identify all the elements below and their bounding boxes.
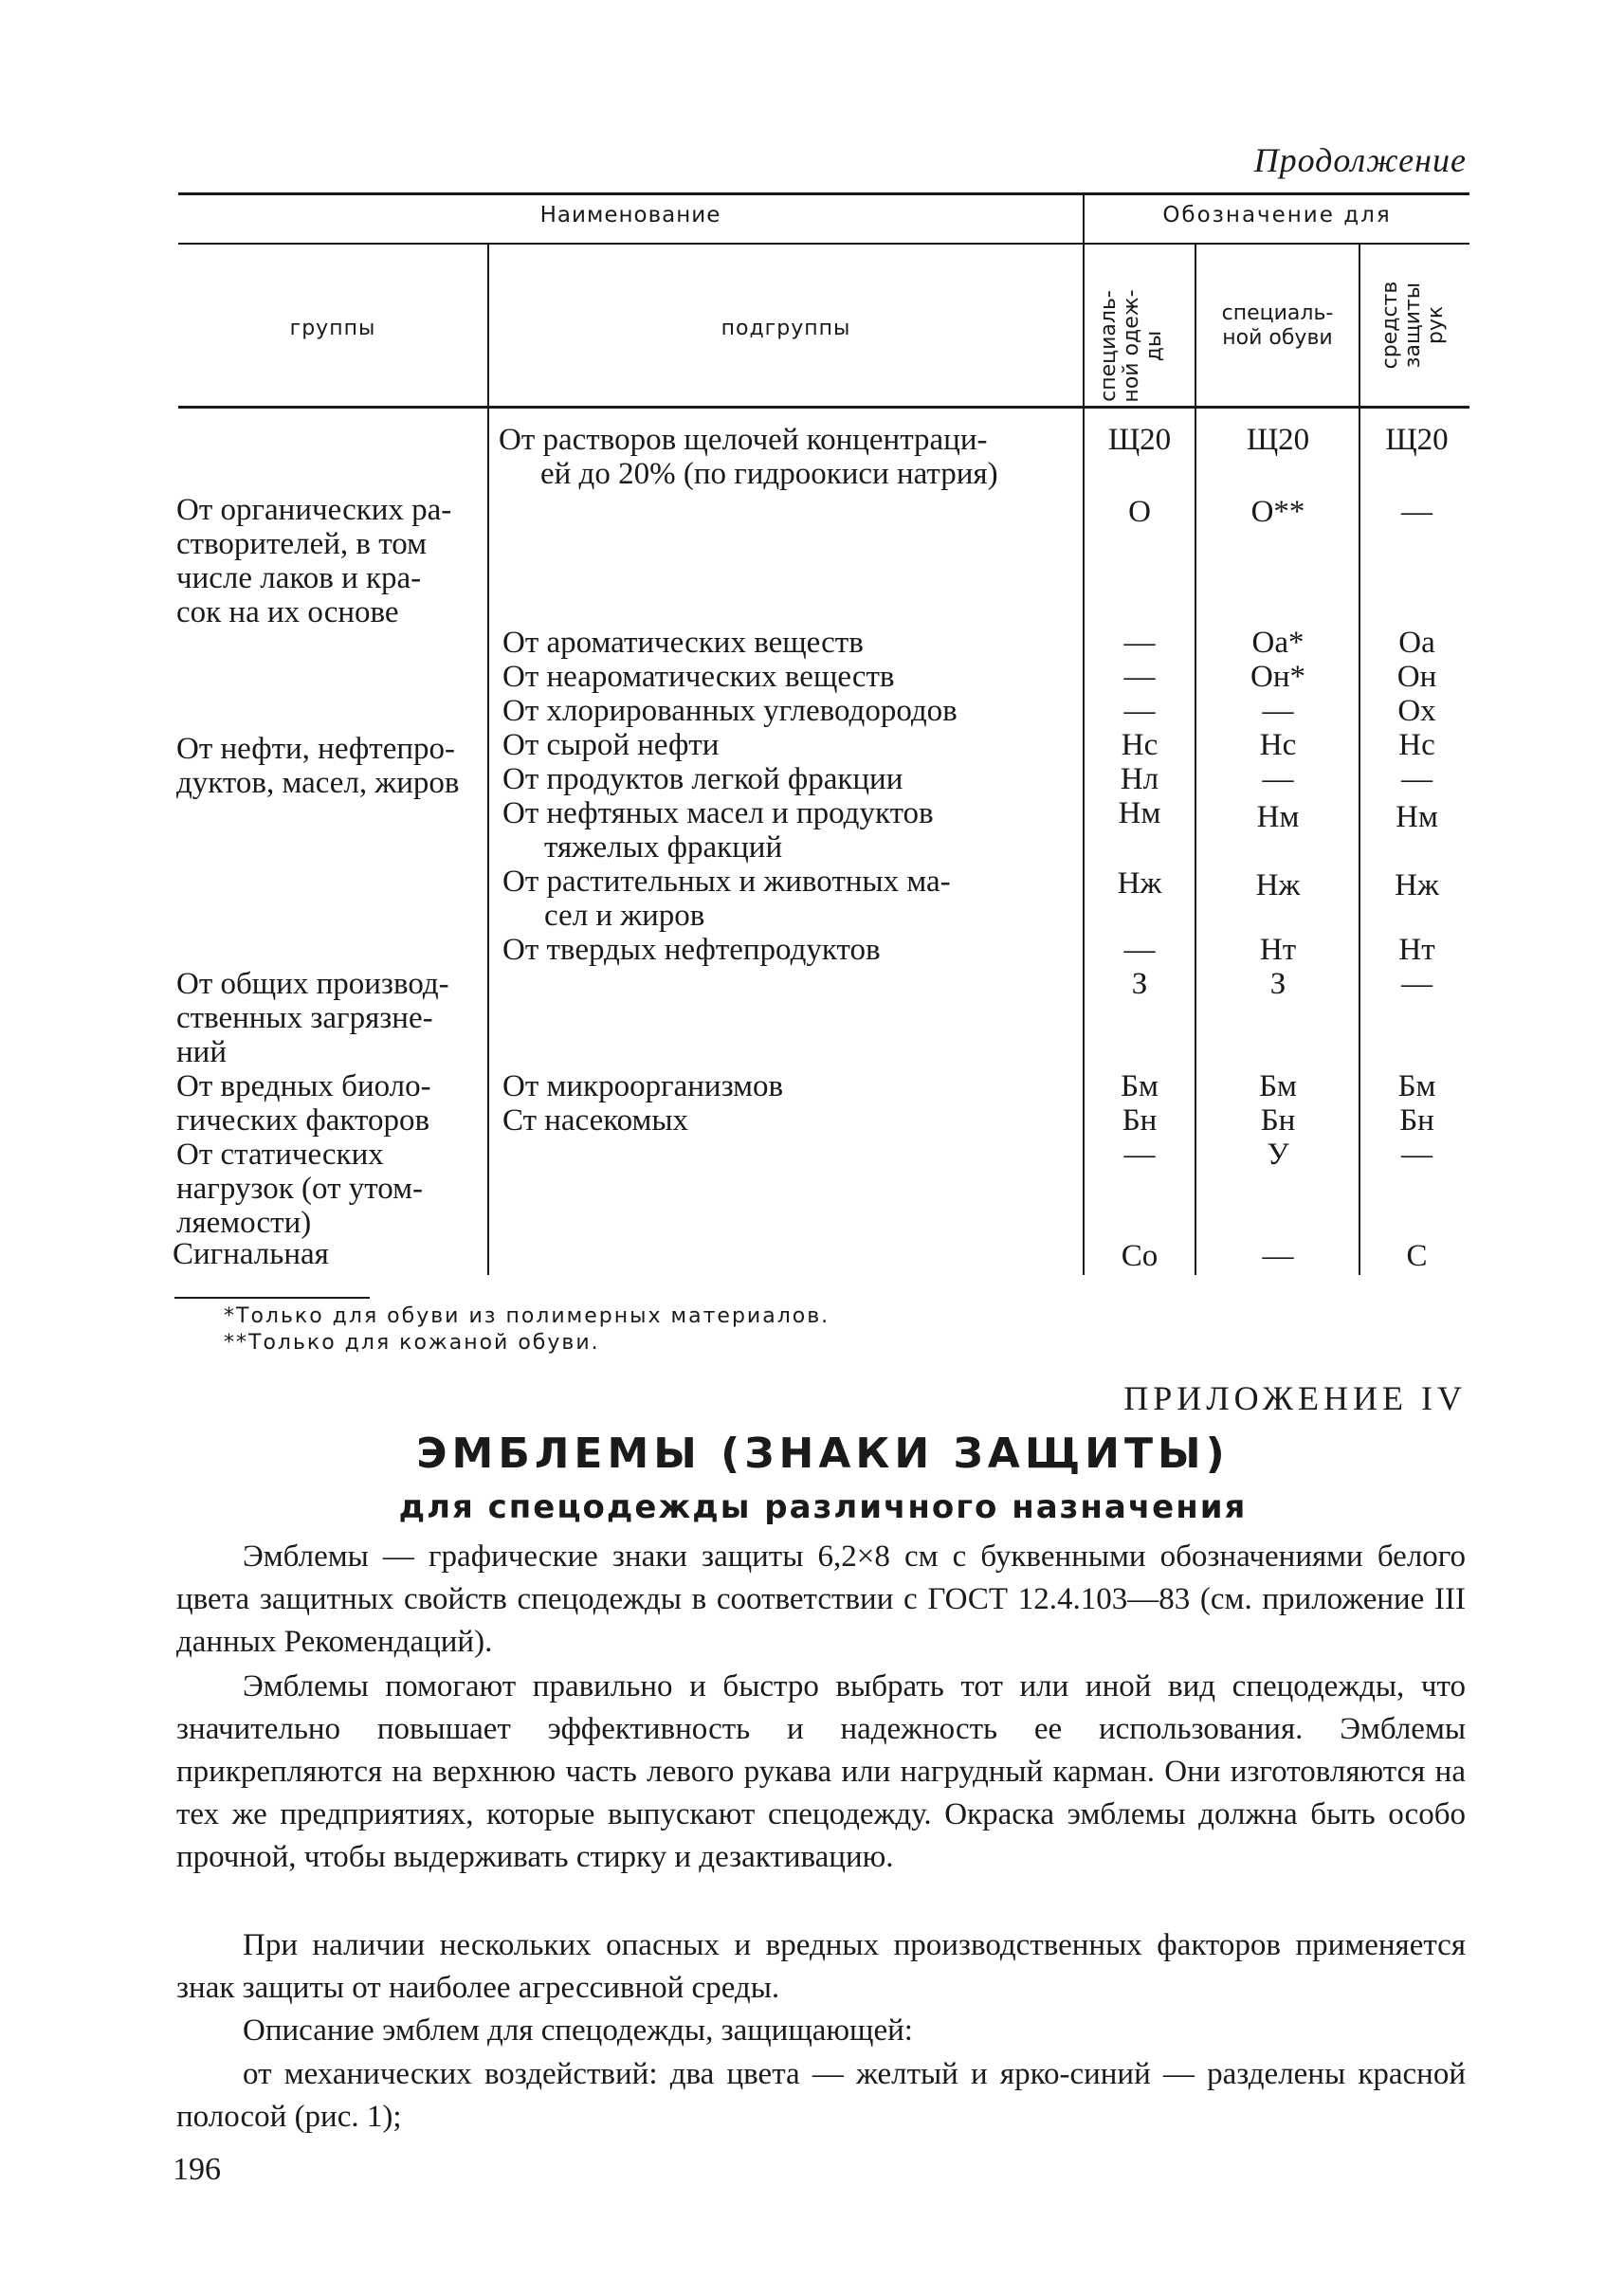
group-line: ний: [176, 1035, 227, 1069]
header-designation: Обозначение для: [1162, 203, 1392, 228]
group-general: [176, 967, 485, 1069]
cell-hands: Ох: [1397, 694, 1436, 728]
cell-clothing: Нс: [1121, 728, 1159, 762]
cell-clothing: —: [1123, 660, 1156, 694]
cell-hands: С: [1406, 1239, 1428, 1273]
footnote: *Только для обуви из полимерных материалов.: [224, 1304, 830, 1328]
group-line: От статических: [176, 1138, 384, 1172]
group-line: От вредных биоло-: [176, 1069, 431, 1103]
cell-hands: Бм: [1397, 1069, 1436, 1103]
header-hands-line: защиты: [1401, 282, 1425, 369]
subgroup-line: От растворов щелочей концентраци-: [499, 423, 988, 457]
cell-hands: —: [1401, 1138, 1432, 1172]
subgroup-aromatic: От ароматических веществ: [502, 626, 864, 660]
group-signal: Сигнальная: [173, 1237, 329, 1271]
header-clothing-line: ды: [1142, 330, 1166, 362]
paragraph: Описание эмблем для спецодежды, защищающей:: [243, 2013, 913, 2048]
cell-clothing: —: [1123, 694, 1156, 728]
header-bottom-rule: [178, 406, 1469, 409]
group-static: [176, 1138, 485, 1240]
subgroup-line: сел и жиров: [544, 899, 705, 933]
page-heading: ЭМБЛЕМЫ (ЗНАКИ ЗАЩИТЫ): [416, 1430, 1230, 1478]
cell-hands: Он: [1396, 660, 1437, 694]
group-organic: [176, 493, 485, 629]
footnote: **Только для кожаной обуви.: [224, 1331, 600, 1355]
group-line: гических факторов: [176, 1103, 430, 1138]
cell-footwear: Нм: [1256, 800, 1300, 834]
cell-clothing: Щ20: [1107, 423, 1172, 457]
cell-footwear: Нж: [1255, 868, 1301, 902]
header-hands: [1379, 264, 1450, 387]
header-hands-line: рук: [1424, 305, 1448, 345]
cell-clothing: О: [1128, 495, 1151, 529]
cell-hands: —: [1401, 495, 1432, 529]
col-divider-clothing: [1195, 245, 1196, 1275]
cell-footwear: Бм: [1259, 1069, 1297, 1103]
subgroup-insects: Ст насекомых: [502, 1103, 689, 1138]
cell-footwear: З: [1269, 967, 1286, 1001]
header-clothing-line: специаль-: [1097, 290, 1121, 402]
paragraph: При наличии нескольких опасных и вредных производственных факторов применяется знак защиты от наиболее агрессивной среды.: [176, 1928, 1466, 2005]
cell-footwear: Щ20: [1246, 423, 1310, 457]
paragraph: от механических воздействий: два цвета — желтый и ярко-синий — разделены красной полосой (рис. 1);: [176, 2057, 1466, 2134]
subgroup-alkali: [499, 423, 1077, 491]
cell-hands: Нс: [1398, 728, 1435, 762]
group-line: От нефти, нефтепро-: [176, 732, 455, 766]
cell-hands: —: [1401, 762, 1432, 796]
cell-clothing: Нж: [1117, 866, 1162, 901]
group-line: От общих производ-: [176, 967, 449, 1001]
header-hands-line: средств: [1378, 281, 1402, 370]
cell-footwear: Бн: [1260, 1103, 1296, 1138]
header-naming: Наименование: [539, 203, 721, 228]
cell-hands: Оа: [1398, 626, 1435, 660]
header-groups: группы: [289, 317, 376, 340]
header-mid-rule: [178, 243, 1469, 245]
col-divider-footwear: [1359, 245, 1360, 1275]
continuation-label: Продолжение: [1253, 141, 1467, 179]
group-line: ственных загрязне-: [176, 1001, 433, 1035]
subgroup-nonaromatic: От неароматических веществ: [502, 660, 895, 694]
cell-footwear: Он*: [1250, 660, 1305, 694]
cell-footwear: Нс: [1259, 728, 1297, 762]
footnote-rule: [174, 1297, 370, 1299]
cell-footwear: Оа*: [1251, 626, 1305, 660]
cell-hands: —: [1401, 967, 1432, 1001]
cell-clothing: Бм: [1121, 1069, 1159, 1103]
group-line: дуктов, масел, жиров: [176, 766, 460, 800]
cell-footwear: —: [1262, 1239, 1294, 1273]
header-footwear: [1196, 301, 1359, 351]
cell-hands: Нж: [1395, 868, 1439, 902]
subgroup-microorganisms: От микроорганизмов: [502, 1069, 784, 1103]
group-line: створителей, в том: [176, 527, 427, 561]
cell-hands: Щ20: [1385, 423, 1449, 457]
paragraph: Эмблемы помогают правильно и быстро выбрать тот или иной вид спецодежды, что значительно повышает эффективность и надежность ее использования. Эмблемы прикрепляются на верхнюю часть левого рукава или нагрудный карман. Они изготовляются на тех же предприятиях, которые выпускают спецодежду. Окраска эмблемы должна быть особо прочной, чтобы выдерживать стирку и дезактивацию.: [176, 1669, 1466, 1874]
group-line: нагрузок (от утом-: [176, 1172, 423, 1206]
cell-clothing: З: [1131, 967, 1148, 1001]
group-line: сок на их основе: [176, 595, 399, 629]
cell-clothing: —: [1123, 626, 1156, 660]
cell-clothing: Нм: [1118, 796, 1161, 830]
appendix-label: ПРИЛОЖЕНИЕ IV: [1123, 1379, 1467, 1417]
subgroup-line: тяжелых фракций: [544, 830, 783, 865]
subgroup-line: ей до 20% (по гидроокиси натрия): [540, 457, 998, 491]
cell-clothing: Со: [1121, 1239, 1159, 1273]
subgroup-oils-heavy: [502, 796, 1071, 865]
group-line: ляемости): [176, 1206, 312, 1240]
cell-footwear: —: [1262, 762, 1294, 796]
group-line: числе лаков и кра-: [176, 561, 422, 595]
col-divider-designation: [1083, 194, 1085, 1275]
subgroup-solid-oil: От твердых нефтепродуктов: [502, 933, 881, 967]
cell-clothing: Нл: [1120, 762, 1159, 796]
subgroup-veg-animal: [502, 865, 1071, 933]
subgroup-chlorinated: От хлорированных углеводородов: [502, 694, 958, 728]
cell-hands: Бн: [1399, 1103, 1434, 1138]
subgroup-line: От растительных и животных ма-: [502, 865, 951, 899]
header-subgroups: подгруппы: [721, 317, 851, 340]
cell-hands: Нм: [1396, 800, 1438, 834]
col-divider-groups: [487, 245, 489, 1275]
cell-footwear: У: [1267, 1138, 1289, 1172]
cell-clothing: —: [1123, 1138, 1156, 1172]
group-oil: [176, 732, 485, 800]
header-clothing-line: ной одеж-: [1120, 289, 1143, 403]
page-number: 196: [173, 2152, 221, 2187]
cell-hands: Нт: [1398, 933, 1435, 967]
cell-footwear: Нт: [1259, 933, 1297, 967]
cell-clothing: —: [1123, 933, 1156, 967]
page-subheading: для спецодежды различного назначения: [398, 1488, 1248, 1526]
subgroup-light-fraction: От продуктов легкой фракции: [502, 762, 903, 796]
footnotes: [224, 1303, 830, 1357]
cell-footwear: —: [1262, 694, 1294, 728]
cell-clothing: Бн: [1122, 1103, 1158, 1138]
paragraph: Эмблемы — графические знаки защиты 6,2×8 см с буквенными обозначениями белого цвета защитных свойств спецодежды в соответствии с ГОСТ 12.4.103—83 (см. приложение III данных Рекомендаций).: [176, 1539, 1466, 1659]
cell-footwear: О**: [1250, 495, 1305, 529]
subgroup-line: От нефтяных масел и продуктов: [502, 796, 934, 830]
group-bio: [176, 1069, 485, 1138]
header-footwear-line: специаль-: [1221, 301, 1334, 325]
header-footwear-line: ной обуви: [1222, 326, 1333, 350]
subgroup-crude-oil: От сырой нефти: [502, 728, 720, 762]
group-line: От органических ра-: [176, 493, 452, 527]
header-clothing: [1098, 265, 1168, 427]
table-top-rule: [178, 192, 1469, 195]
